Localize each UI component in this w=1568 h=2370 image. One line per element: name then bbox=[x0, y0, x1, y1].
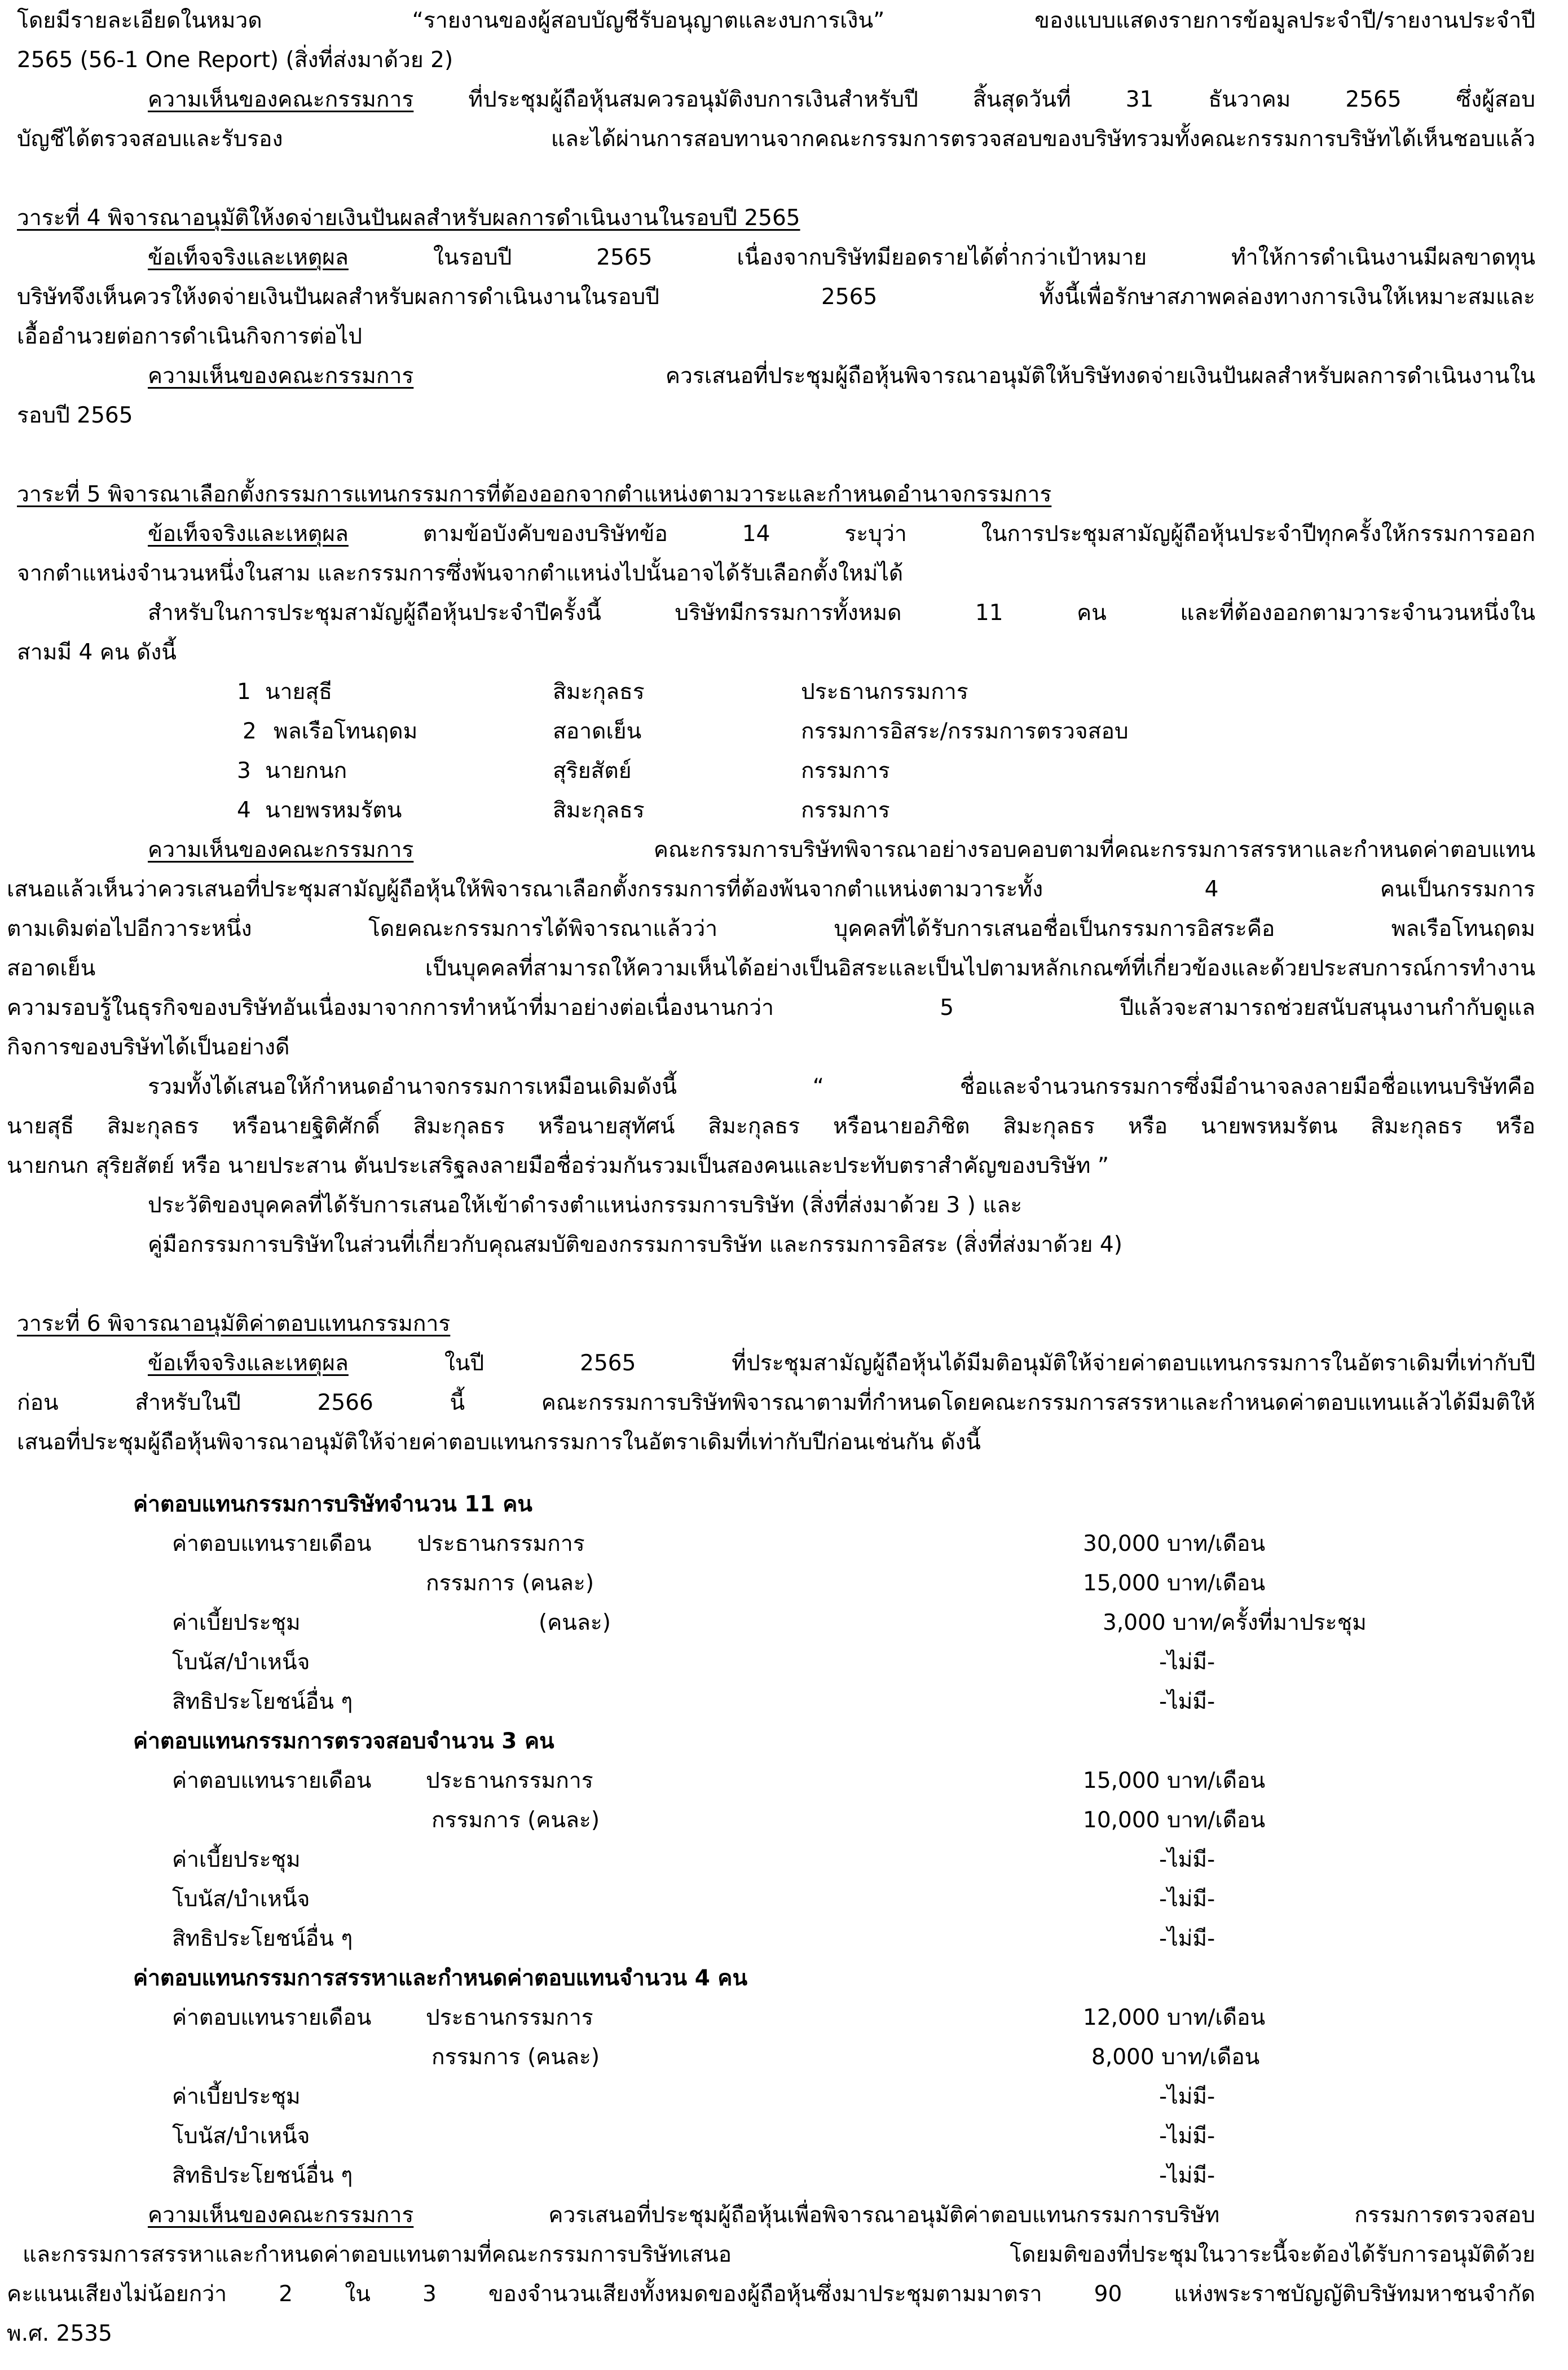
agenda-5-opinion-line-3: ตามเดิมต่อไปอีกวาระหนึ่ง โดยคณะกรรมการได้พิจารณาแล้วว่า บุคคลที่ได้รับการเสนอชื่อเป็นกรรมการอิสระคือ พลเรือโทนฤดม bbox=[7, 916, 1535, 942]
facts-label: ข้อเท็จจริงและเหตุผล bbox=[148, 1351, 349, 1376]
agenda-5-facts-line-1: ข้อเท็จจริงและเหตุผล ตามข้อบังคับของบริษัทข้อ 14 ระบุว่า ในการประชุมสามัญผู้ถือหุ้นประจำปีทุกครั้งให้กรรมการออก bbox=[148, 521, 1535, 547]
agenda-5-opinion-line-1: ความเห็นของคณะกรรมการ คณะกรรมการบริษัทพิจารณาอย่างรอบคอบตามที่คณะกรรมการสรรหาและกำหนดค่าตอบแทน bbox=[148, 837, 1535, 863]
facts-label: ข้อเท็จจริงและเหตุผล bbox=[148, 245, 349, 270]
meeting-allowance-per-person: (คนละ) bbox=[539, 1610, 611, 1635]
member-label: กรรมการ (คนละ) bbox=[426, 1571, 594, 1596]
bonus-label: โบนัส/บำเหน็จ bbox=[172, 1650, 310, 1675]
agenda-4-opinion-line-2: รอบปี 2565 bbox=[17, 403, 133, 428]
attachment-3-note: ประวัติของบุคคลที่ได้รับการเสนอให้เข้าดำรงตำแหน่งกรรมการบริษัท (สิ่งที่ส่งมาด้วย 3 ) และ bbox=[148, 1193, 1023, 1218]
director-last-name: สอาดเย็น bbox=[553, 719, 642, 744]
agenda-5-heading: วาระที่ 5 พิจารณาเลือกตั้งกรรมการแทนกรรมการที่ต้องออกจากตำแหน่งตามวาระและกำหนดอำนาจกรรมการ bbox=[17, 482, 1052, 507]
agenda-5-count-line-1: สำหรับในการประชุมสามัญผู้ถือหุ้นประจำปีครั้งนี้ บริษัทมีกรรมการทั้งหมด 11 คน และที่ต้องออกตามวาระจำนวนหนึ่งใน bbox=[148, 600, 1535, 626]
agenda-6-opinion-line-4: พ.ศ. 2535 bbox=[7, 2321, 112, 2346]
other-benefits-amount: -ไม่มี- bbox=[1159, 1689, 1215, 1714]
chair-label: ประธานกรรมการ bbox=[417, 1531, 585, 1556]
other-benefits-label: สิทธิประโยชน์อื่น ๆ bbox=[172, 1689, 353, 1714]
member-label: กรรมการ (คนละ) bbox=[431, 1808, 600, 1833]
director-last-name: สิมะกุลธร bbox=[553, 798, 645, 823]
agenda-5-authority-line-3: นายกนก สุริยสัตย์ หรือ นายประสาน ตันประเสริฐลงลายมือชื่อร่วมกันรวมเป็นสองคนและประทับตราสำคัญของบริษัท ” bbox=[7, 1153, 1109, 1179]
meeting-allowance-label: ค่าเบี้ยประชุม bbox=[172, 2084, 301, 2109]
bonus-amount: -ไม่มี- bbox=[1159, 2123, 1215, 2149]
director-position: กรรมการ bbox=[801, 758, 890, 784]
agenda-6-facts-line-3: เสนอที่ประชุมผู้ถือหุ้นพิจารณาอนุมัติให้จ่ายค่าตอบแทนกรรมการในอัตราเดิมที่เท่ากับปีก่อนเช่นกัน ดังนี้ bbox=[17, 1430, 981, 1455]
agenda-5-opinion-line-6: กิจการของบริษัทได้เป็นอย่างดี bbox=[7, 1035, 290, 1060]
intro-opinion-line-1: ความเห็นของคณะกรรมการ ที่ประชุมผู้ถือหุ้นสมควรอนุมัติงบการเงินสำหรับปี สิ้นสุดวันที่ 31 ธันวาคม 2565 ซึ่งผู้สอบ bbox=[148, 87, 1535, 112]
bonus-label: โบนัส/บำเหน็จ bbox=[172, 1887, 310, 1912]
monthly-fee-label: ค่าตอบแทนรายเดือน bbox=[172, 1768, 372, 1793]
chair-fee-amount: 12,000 บาท/เดือน bbox=[1083, 2005, 1266, 2030]
meeting-allowance-amount: -ไม่มี- bbox=[1159, 1847, 1215, 1872]
board-opinion-label: ความเห็นของคณะกรรมการ bbox=[148, 837, 414, 863]
agenda-4-heading: วาระที่ 4 พิจารณาอนุมัติให้งดจ่ายเงินปันผลสำหรับผลการดำเนินงานในรอบปี 2565 bbox=[17, 205, 800, 231]
bonus-label: โบนัส/บำเหน็จ bbox=[172, 2123, 310, 2149]
meeting-allowance-label: ค่าเบี้ยประชุม bbox=[172, 1847, 301, 1872]
member-fee-amount: 15,000 บาท/เดือน bbox=[1083, 1571, 1266, 1596]
agenda-4-opinion-line-1: ความเห็นของคณะกรรมการ ควรเสนอที่ประชุมผู้ถือหุ้นพิจารณาอนุมัติให้บริษัทงดจ่ายเงินปันผลสำหรับผลการดำเนินงานใน bbox=[148, 363, 1535, 389]
board-opinion-label: ความเห็นของคณะกรรมการ bbox=[148, 87, 414, 112]
monthly-fee-label: ค่าตอบแทนรายเดือน bbox=[172, 1531, 372, 1556]
chair-fee-amount: 30,000 บาท/เดือน bbox=[1083, 1531, 1266, 1556]
director-first-name: นายกนก bbox=[265, 758, 347, 784]
other-benefits-label: สิทธิประโยชน์อื่น ๆ bbox=[172, 2163, 353, 2188]
director-number: 3 bbox=[237, 758, 251, 784]
director-first-name: นายพรหมรัตน bbox=[265, 798, 402, 823]
intro-line-1: โดยมีรายละเอียดในหมวด “รายงานของผู้สอบบัญชีรับอนุญาตและงบการเงิน” ของแบบแสดงรายการข้อมูลประจำปี/รายงานประจำปี bbox=[17, 8, 1535, 33]
chair-fee-amount: 15,000 บาท/เดือน bbox=[1083, 1768, 1266, 1793]
agenda-5-opinion-line-5: ความรอบรู้ในธุรกิจของบริษัทอันเนื่องมาจากการทำหน้าที่มาอย่างต่อเนื่องนานกว่า 5 ปีแล้วจะสามารถช่วยสนับสนุนงานกำกับดูแล bbox=[7, 995, 1535, 1021]
meeting-allowance-amount: 3,000 บาท/ครั้งที่มาประชุม bbox=[1103, 1610, 1367, 1635]
attachment-4-note: คู่มือกรรมการบริษัทในส่วนที่เกี่ยวกับคุณสมบัติของกรรมการบริษัท และกรรมการอิสระ (สิ่งที่ส่งมาด้วย 4) bbox=[148, 1232, 1122, 1257]
other-benefits-label: สิทธิประโยชน์อื่น ๆ bbox=[172, 1926, 353, 1951]
director-position: ประธานกรรมการ bbox=[801, 679, 968, 705]
agenda-6-facts-line-2: ก่อน สำหรับในปี 2566 นี้ คณะกรรมการบริษัทพิจารณาตามที่กำหนดโดยคณะกรรมการสรรหาและกำหนดค่าตอบแทนแล้วได้มีมติให้ bbox=[17, 1390, 1535, 1415]
agenda-4-facts-line-3: เอื้ออำนวยต่อการดำเนินกิจการต่อไป bbox=[17, 324, 363, 349]
agenda-5-facts-line-2: จากตำแหน่งจำนวนหนึ่งในสาม และกรรมการซึ่งพ้นจากตำแหน่งไปนั้นอาจได้รับเลือกตั้งใหม่ได้ bbox=[17, 561, 904, 586]
meeting-allowance-label: ค่าเบี้ยประชุม bbox=[172, 1610, 301, 1635]
agenda-6-opinion-line-1: ความเห็นของคณะกรรมการ ควรเสนอที่ประชุมผู้ถือหุ้นเพื่อพิจารณาอนุมัติค่าตอบแทนกรรมการบริษัท กรรมการตรวจสอบ bbox=[148, 2202, 1535, 2228]
chair-label: ประธานกรรมการ bbox=[426, 2005, 593, 2030]
director-first-name: นายสุธี bbox=[265, 679, 333, 705]
agenda-5-opinion-line-4: สอาดเย็น เป็นบุคคลที่สามารถให้ความเห็นได้อย่างเป็นอิสระและเป็นไปตามหลักเกณฑ์ที่เกี่ยวข้องและด้วยประสบการณ์การทำงาน bbox=[7, 956, 1535, 981]
director-number: 2 bbox=[243, 719, 257, 744]
meeting-allowance-amount: -ไม่มี- bbox=[1159, 2084, 1215, 2109]
bonus-amount: -ไม่มี- bbox=[1159, 1650, 1215, 1675]
member-fee-amount: 8,000 บาท/เดือน bbox=[1091, 2044, 1260, 2070]
other-benefits-amount: -ไม่มี- bbox=[1159, 2163, 1215, 2188]
chair-label: ประธานกรรมการ bbox=[426, 1768, 593, 1793]
intro-opinion-line-2: บัญชีได้ตรวจสอบและรับรอง และได้ผ่านการสอบทานจากคณะกรรมการตรวจสอบของบริษัทรวมทั้งคณะกรรมการบริษัทได้เห็นชอบแล้ว bbox=[17, 126, 1535, 152]
director-position: กรรมการอิสระ/กรรมการตรวจสอบ bbox=[801, 719, 1129, 744]
remuneration-section-title: ค่าตอบแทนกรรมการตรวจสอบจำนวน 3 คน bbox=[133, 1729, 554, 1754]
agenda-5-count-line-2: สามมี 4 คน ดังนี้ bbox=[17, 640, 177, 665]
agenda-5-authority-line-2: นายสุธี สิมะกุลธร หรือนายฐิติศักดิ์ สิมะกุลธร หรือนายสุทัศน์ สิมะกุลธร หรือนายอภิชิต สิมะกุลธร หรือ นายพรหมรัตน สิมะกุลธร หรือ bbox=[7, 1114, 1535, 1139]
agenda-6-opinion-line-2: และกรรมการสรรหาและกำหนดค่าตอบแทนตามที่คณะกรรมการบริษัทเสนอ โดยมติของที่ประชุมในวาระนี้จะต้องได้รับการอนุมัติด้วย bbox=[23, 2242, 1535, 2267]
director-number: 1 bbox=[237, 679, 251, 705]
facts-label: ข้อเท็จจริงและเหตุผล bbox=[148, 521, 349, 547]
director-first-name: พลเรือโทนฤดม bbox=[274, 719, 418, 744]
member-fee-amount: 10,000 บาท/เดือน bbox=[1083, 1808, 1266, 1833]
remuneration-section-title: ค่าตอบแทนกรรมการบริษัทจำนวน 11 คน bbox=[133, 1492, 532, 1517]
director-number: 4 bbox=[237, 798, 251, 823]
remuneration-section-title: ค่าตอบแทนกรรมการสรรหาและกำหนดค่าตอบแทนจำนวน 4 คน bbox=[133, 1966, 748, 1991]
agenda-6-facts-line-1: ข้อเท็จจริงและเหตุผล ในปี 2565 ที่ประชุมสามัญผู้ถือหุ้นได้มีมติอนุมัติให้จ่ายค่าตอบแทนกรรมการในอัตราเดิมที่เท่ากับปี bbox=[148, 1351, 1535, 1376]
agenda-6-opinion-line-3: คะแนนเสียงไม่น้อยกว่า 2 ใน 3 ของจำนวนเสียงทั้งหมดของผู้ถือหุ้นซึ่งมาประชุมตามมาตรา 90 แห่งพระราชบัญญัติบริษัทมหาชนจำกัด bbox=[7, 2281, 1535, 2307]
intro-line-2: 2565 (56-1 One Report) (สิ่งที่ส่งมาด้วย 2) bbox=[17, 47, 453, 73]
director-last-name: สิมะกุลธร bbox=[553, 679, 645, 705]
member-label: กรรมการ (คนละ) bbox=[431, 2044, 600, 2070]
bonus-amount: -ไม่มี- bbox=[1159, 1887, 1215, 1912]
director-last-name: สุริยสัตย์ bbox=[553, 758, 632, 784]
monthly-fee-label: ค่าตอบแทนรายเดือน bbox=[172, 2005, 372, 2030]
agenda-5-opinion-line-2: เสนอแล้วเห็นว่าควรเสนอที่ประชุมสามัญผู้ถือหุ้นให้พิจารณาเลือกตั้งกรรมการที่ต้องพ้นจากตำแหน่งตามวาระทั้ง 4 คนเป็นกรรมการ bbox=[7, 877, 1535, 902]
agenda-6-heading: วาระที่ 6 พิจารณาอนุมัติค่าตอบแทนกรรมการ bbox=[17, 1311, 451, 1336]
board-opinion-label: ความเห็นของคณะกรรมการ bbox=[148, 2202, 414, 2228]
board-opinion-label: ความเห็นของคณะกรรมการ bbox=[148, 363, 414, 389]
director-position: กรรมการ bbox=[801, 798, 890, 823]
other-benefits-amount: -ไม่มี- bbox=[1159, 1926, 1215, 1951]
agenda-5-authority-line-1: รวมทั้งได้เสนอให้กำหนดอำนาจกรรมการเหมือนเดิมดังนี้ “ ชื่อและจำนวนกรรมการซึ่งมีอำนาจลงลายมือชื่อแทนบริษัทคือ bbox=[148, 1074, 1535, 1100]
agenda-4-facts-line-1: ข้อเท็จจริงและเหตุผล ในรอบปี 2565 เนื่องจากบริษัทมียอดรายได้ต่ำกว่าเป้าหมาย ทำให้การดำเนินงานมีผลขาดทุน bbox=[148, 245, 1535, 270]
agenda-4-facts-line-2: บริษัทจึงเห็นควรให้งดจ่ายเงินปันผลสำหรับผลการดำเนินงานในรอบปี 2565 ทั้งนี้เพื่อรักษาสภาพคล่องทางการเงินให้เหมาะสมและ bbox=[17, 284, 1535, 310]
